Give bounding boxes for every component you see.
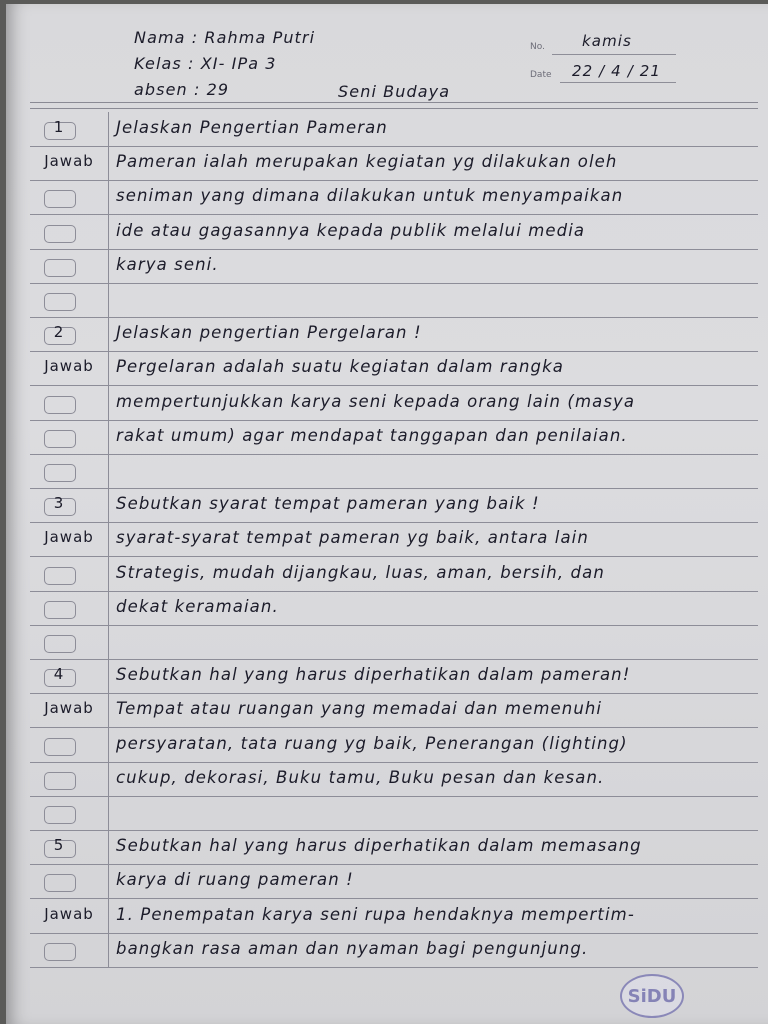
margin-line	[108, 317, 109, 351]
margin-line	[108, 625, 109, 659]
notebook-row	[30, 659, 758, 694]
question-number: 2	[53, 323, 65, 342]
notebook-row	[30, 625, 758, 660]
answer-label: Jawab	[44, 357, 94, 376]
header-absen: absen : 29	[134, 80, 230, 99]
notebook-row	[30, 796, 758, 831]
row-number-box	[44, 225, 76, 243]
answer-label: Jawab	[44, 699, 94, 718]
header-kelas: Kelas : XI- IPa 3	[134, 54, 277, 73]
handwritten-line: bangkan rasa aman dan nyaman bagi pengunjung.	[116, 938, 589, 958]
notebook-row	[30, 317, 758, 352]
handwritten-line: Pameran ialah merupakan kegiatan yg dilakukan oleh	[116, 152, 618, 172]
margin-line	[108, 796, 109, 830]
row-number-box	[44, 464, 76, 482]
handwritten-line: mempertunjukkan karya seni kepada orang lain (masya	[116, 391, 636, 411]
row-number-box	[44, 259, 76, 277]
margin-line	[108, 762, 109, 796]
handwritten-line: syarat-syarat tempat pameran yg baik, antara lain	[116, 528, 589, 548]
margin-line	[108, 215, 109, 249]
handwritten-line: Sebutkan hal yang harus diperhatikan dalam memasang	[116, 836, 642, 856]
handwritten-line: persyaratan, tata ruang yg baik, Penerangan (lighting)	[116, 733, 628, 753]
row-number-box	[44, 601, 76, 619]
margin-line	[108, 830, 109, 864]
date-label: Date	[530, 70, 552, 80]
handwritten-line: Strategis, mudah dijangkau, luas, aman, bersih, dan	[116, 562, 605, 582]
no-rule	[552, 54, 676, 55]
notebook-row	[30, 249, 758, 284]
notebook-row	[30, 180, 758, 215]
notebook-row	[30, 933, 758, 968]
top-rule-2	[30, 108, 758, 109]
notebook-row	[30, 591, 758, 626]
row-number-box	[44, 567, 76, 585]
margin-line	[108, 454, 109, 488]
margin-line	[108, 899, 109, 933]
row-number-box	[44, 943, 76, 961]
notebook-page	[6, 4, 768, 1024]
handwritten-line: dekat keramaian.	[116, 596, 279, 616]
row-number-box	[44, 738, 76, 756]
notebook-row	[30, 830, 758, 865]
margin-line	[108, 351, 109, 385]
answer-label: Jawab	[44, 152, 94, 171]
handwritten-line: karya seni.	[116, 254, 219, 274]
handwritten-line: karya di ruang pameran !	[116, 870, 354, 890]
margin-line	[108, 522, 109, 556]
margin-line	[108, 557, 109, 591]
notebook-row	[30, 522, 758, 557]
notebook-row	[30, 283, 758, 318]
handwritten-line: Tempat atau ruangan yang memadai dan memenuhi	[116, 699, 603, 719]
margin-line	[108, 693, 109, 727]
margin-line	[108, 249, 109, 283]
answer-label: Jawab	[44, 904, 94, 923]
handwritten-line: cukup, dekorasi, Buku tamu, Buku pesan dan kesan.	[116, 767, 605, 787]
margin-line	[108, 146, 109, 180]
no-value: kamis	[582, 32, 632, 50]
handwritten-line: Pergelaran adalah suatu kegiatan dalam rangka	[116, 357, 564, 377]
margin-line	[108, 420, 109, 454]
notebook-row	[30, 693, 758, 728]
notebook-row	[30, 420, 758, 455]
handwritten-line: ide atau gagasannya kepada publik melalui media	[116, 220, 586, 240]
handwritten-line: Sebutkan hal yang harus diperhatikan dalam pameran!	[116, 665, 631, 685]
sidu-logo	[620, 974, 684, 1018]
date-rule	[560, 82, 676, 83]
question-number: 5	[53, 836, 65, 855]
date-value: 22 / 4 / 21	[572, 62, 661, 80]
row-number-box	[44, 635, 76, 653]
notebook-row	[30, 557, 758, 592]
notebook-row	[30, 454, 758, 489]
margin-line	[108, 728, 109, 762]
row-number-box	[44, 293, 76, 311]
header-nama: Nama : Rahma Putri	[134, 28, 316, 47]
row-number-box	[44, 190, 76, 208]
notebook-row	[30, 351, 758, 386]
notebook-row	[30, 146, 758, 181]
notebook-row	[30, 386, 758, 421]
handwritten-line: 1. Penempatan karya seni rupa hendaknya mempertim-	[116, 904, 635, 924]
notebook-row	[30, 112, 758, 147]
question-number: 3	[53, 494, 65, 513]
margin-line	[108, 933, 109, 967]
handwritten-line: Jelaskan pengertian Pergelaran !	[116, 323, 422, 343]
row-number-box	[44, 396, 76, 414]
row-number-box	[44, 430, 76, 448]
notebook-row	[30, 488, 758, 523]
notebook-row	[30, 762, 758, 797]
margin-line	[108, 659, 109, 693]
margin-line	[108, 386, 109, 420]
answer-label: Jawab	[44, 528, 94, 547]
notebook-row	[30, 864, 758, 899]
margin-line	[108, 180, 109, 214]
header-subject: Seni Budaya	[338, 82, 451, 101]
margin-line	[108, 283, 109, 317]
handwritten-line: seniman yang dimana dilakukan untuk menyampaikan	[116, 186, 624, 206]
row-number-box	[44, 806, 76, 824]
notebook-row	[30, 215, 758, 250]
notebook-row	[30, 899, 758, 934]
margin-line	[108, 591, 109, 625]
question-number: 1	[53, 118, 65, 136]
top-rule	[30, 102, 758, 103]
margin-line	[108, 488, 109, 522]
row-number-box	[44, 874, 76, 892]
handwritten-line: Sebutkan syarat tempat pameran yang baik !	[116, 494, 540, 514]
no-label: No.	[530, 42, 545, 52]
handwritten-line: rakat umum) agar mendapat tanggapan dan penilaian.	[116, 425, 628, 445]
handwritten-line: Jelaskan Pengertian Pameran	[116, 118, 388, 137]
notebook-row	[30, 728, 758, 763]
margin-line	[108, 112, 109, 146]
margin-line	[108, 864, 109, 898]
question-number: 4	[53, 665, 65, 684]
logo-text: SiDU	[627, 985, 677, 1007]
row-number-box	[44, 772, 76, 790]
